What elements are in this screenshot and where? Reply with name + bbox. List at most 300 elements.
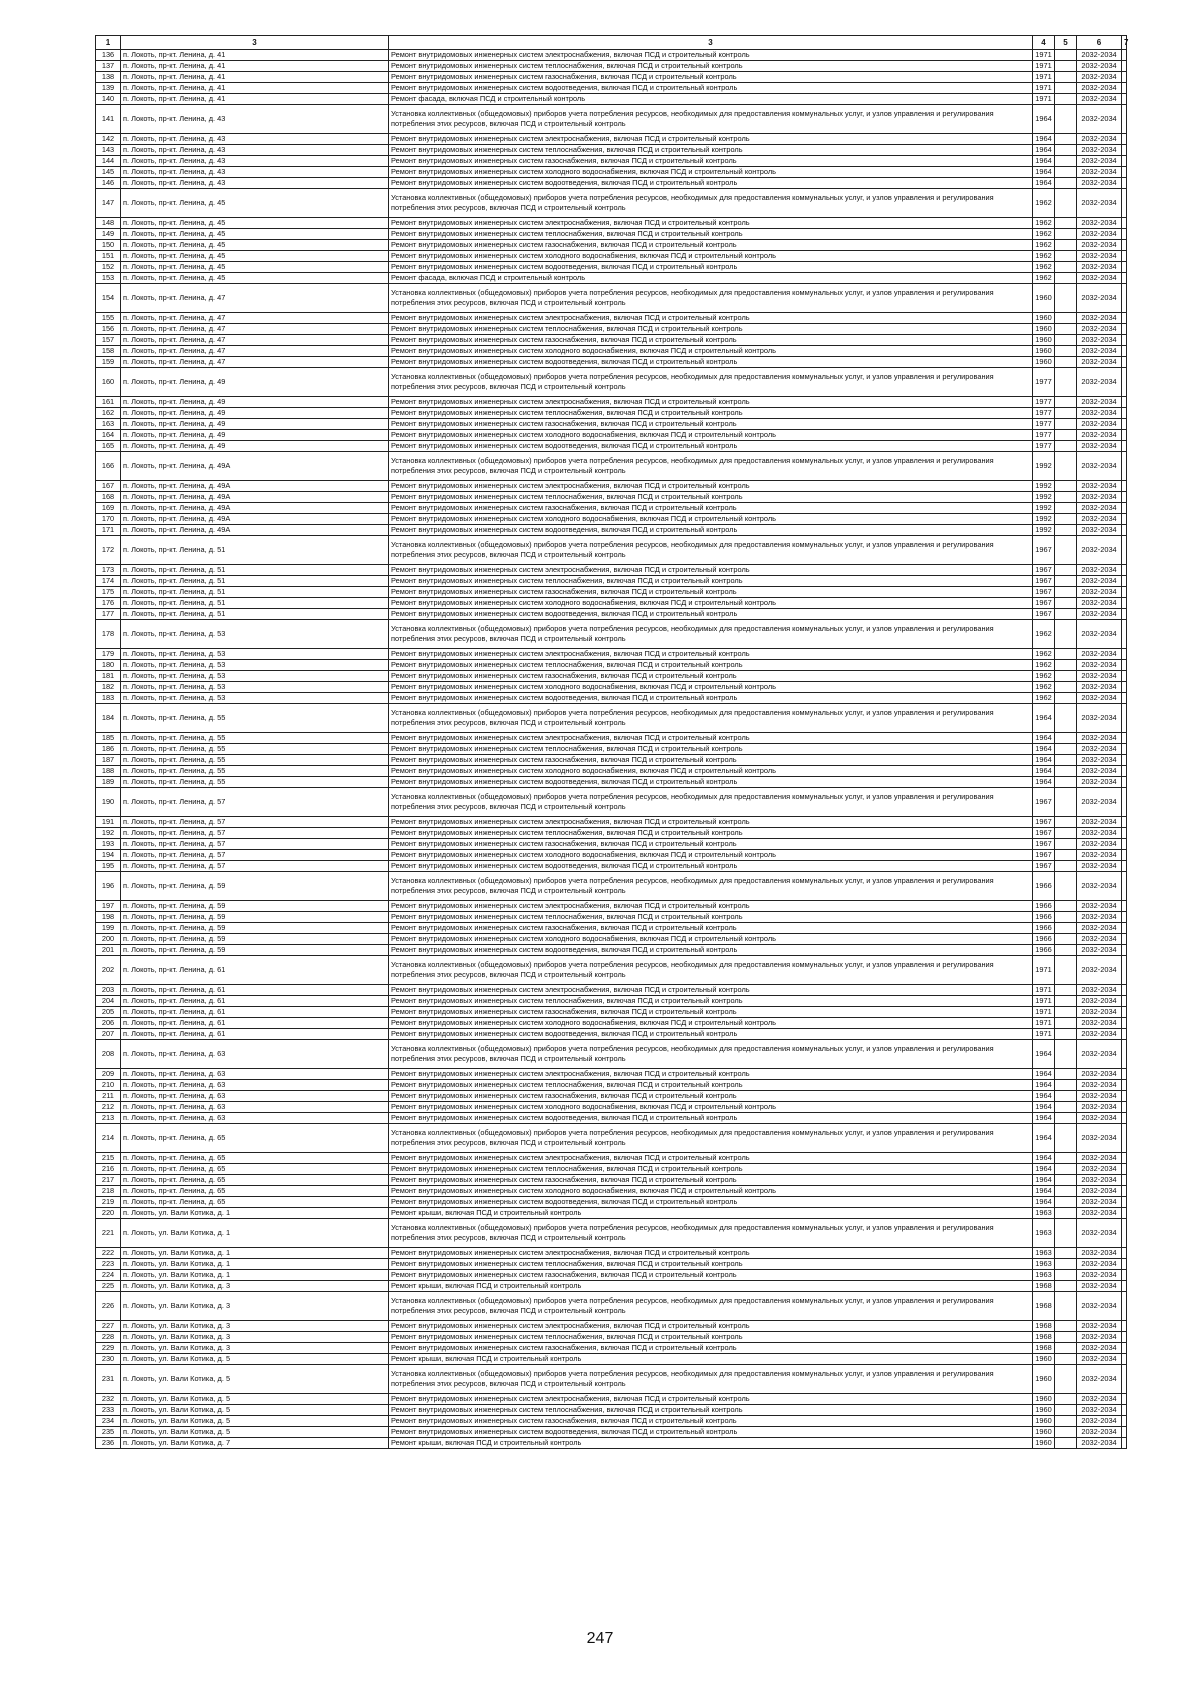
empty-cell	[1122, 839, 1127, 850]
table-row	[96, 912, 1127, 923]
period-cell: 2032-2034	[1077, 1186, 1122, 1197]
period-cell: 2032-2034	[1077, 1394, 1122, 1405]
row-number-cell: 205	[96, 1007, 121, 1018]
empty-cell	[1122, 50, 1127, 61]
empty-cell	[1122, 985, 1127, 996]
work-type-cell: Установка коллективных (общедомовых) приборов учета потребления ресурсов, необходимых для предоставления коммунальных услуг, и узлов управления и регулирования потребления этих ресурсов, включая ПСД и строительный контроль	[389, 368, 1033, 397]
period-cell: 2032-2034	[1077, 1365, 1122, 1394]
header-row	[96, 36, 1127, 50]
address-cell: п. Локоть, пр-кт. Ленина, д. 59	[121, 945, 389, 956]
row-number-cell: 168	[96, 492, 121, 503]
period-cell: 2032-2034	[1077, 923, 1122, 934]
empty-cell	[1122, 481, 1127, 492]
empty-cell	[1122, 408, 1127, 419]
table-row	[96, 704, 1127, 733]
empty-cell	[1055, 50, 1077, 61]
table-row	[96, 1091, 1127, 1102]
table-row	[96, 1153, 1127, 1164]
header-cell: 3	[121, 36, 389, 50]
empty-cell	[1055, 587, 1077, 598]
empty-cell	[1055, 156, 1077, 167]
row-number-cell: 236	[96, 1438, 121, 1449]
work-type-cell: Установка коллективных (общедомовых) приборов учета потребления ресурсов, необходимых для предоставления коммунальных услуг, и узлов управления и регулирования потребления этих ресурсов, включая ПСД и строительный контроль	[389, 872, 1033, 901]
work-type-cell: Установка коллективных (общедомовых) приборов учета потребления ресурсов, необходимых для предоставления коммунальных услуг, и узлов управления и регулирования потребления этих ресурсов, включая ПСД и строительный контроль	[389, 1219, 1033, 1248]
work-type-cell: Установка коллективных (общедомовых) приборов учета потребления ресурсов, необходимых для предоставления коммунальных услуг, и узлов управления и регулирования потребления этих ресурсов, включая ПСД и строительный контроль	[389, 788, 1033, 817]
year-cell: 1960	[1033, 1427, 1055, 1438]
work-type-cell: Ремонт внутридомовых инженерных систем теплоснабжения, включая ПСД и строительный контроль	[389, 828, 1033, 839]
period-cell: 2032-2034	[1077, 671, 1122, 682]
address-cell: п. Локоть, пр-кт. Ленина, д. 47	[121, 346, 389, 357]
empty-cell	[1122, 284, 1127, 313]
empty-cell	[1055, 777, 1077, 788]
year-cell: 1964	[1033, 1175, 1055, 1186]
address-cell: п. Локоть, ул. Вали Котика, д. 5	[121, 1394, 389, 1405]
empty-cell	[1055, 598, 1077, 609]
address-cell: п. Локоть, пр-кт. Ленина, д. 55	[121, 704, 389, 733]
empty-cell	[1055, 441, 1077, 452]
table-row	[96, 408, 1127, 419]
work-type-cell: Ремонт фасада, включая ПСД и строительный контроль	[389, 94, 1033, 105]
table-row	[96, 1438, 1127, 1449]
empty-cell	[1122, 83, 1127, 94]
row-number-cell: 216	[96, 1164, 121, 1175]
period-cell: 2032-2034	[1077, 766, 1122, 777]
work-type-cell: Ремонт внутридомовых инженерных систем теплоснабжения, включая ПСД и строительный контроль	[389, 576, 1033, 587]
table-row	[96, 766, 1127, 777]
row-number-cell: 170	[96, 514, 121, 525]
work-type-cell: Установка коллективных (общедомовых) приборов учета потребления ресурсов, необходимых для предоставления коммунальных услуг, и узлов управления и регулирования потребления этих ресурсов, включая ПСД и строительный контроль	[389, 189, 1033, 218]
table-row	[96, 503, 1127, 514]
table-row	[96, 229, 1127, 240]
address-cell: п. Локоть, ул. Вали Котика, д. 3	[121, 1332, 389, 1343]
row-number-cell: 164	[96, 430, 121, 441]
empty-cell	[1055, 1102, 1077, 1113]
period-cell: 2032-2034	[1077, 419, 1122, 430]
work-type-cell: Ремонт внутридомовых инженерных систем газоснабжения, включая ПСД и строительный контроль	[389, 1416, 1033, 1427]
table-row	[96, 178, 1127, 189]
empty-cell	[1055, 313, 1077, 324]
year-cell: 1971	[1033, 956, 1055, 985]
table-row	[96, 1427, 1127, 1438]
table-row	[96, 134, 1127, 145]
work-type-cell: Ремонт внутридомовых инженерных систем газоснабжения, включая ПСД и строительный контроль	[389, 156, 1033, 167]
empty-cell	[1122, 145, 1127, 156]
period-cell: 2032-2034	[1077, 1292, 1122, 1321]
table-row	[96, 324, 1127, 335]
year-cell: 1971	[1033, 996, 1055, 1007]
work-type-cell: Ремонт внутридомовых инженерных систем теплоснабжения, включая ПСД и строительный контроль	[389, 1332, 1033, 1343]
work-type-cell: Ремонт внутридомовых инженерных систем электроснабжения, включая ПСД и строительный контроль	[389, 901, 1033, 912]
period-cell: 2032-2034	[1077, 61, 1122, 72]
empty-cell	[1055, 671, 1077, 682]
address-cell: п. Локоть, пр-кт. Ленина, д. 57	[121, 850, 389, 861]
empty-cell	[1055, 565, 1077, 576]
address-cell: п. Локоть, пр-кт. Ленина, д. 61	[121, 956, 389, 985]
empty-cell	[1122, 923, 1127, 934]
empty-cell	[1122, 1438, 1127, 1449]
table-row	[96, 492, 1127, 503]
empty-cell	[1055, 766, 1077, 777]
empty-cell	[1122, 861, 1127, 872]
row-number-cell: 221	[96, 1219, 121, 1248]
empty-cell	[1122, 671, 1127, 682]
year-cell: 1968	[1033, 1343, 1055, 1354]
row-number-cell: 197	[96, 901, 121, 912]
empty-cell	[1055, 167, 1077, 178]
empty-cell	[1055, 1080, 1077, 1091]
empty-cell	[1055, 1175, 1077, 1186]
year-cell: 1964	[1033, 744, 1055, 755]
row-number-cell: 167	[96, 481, 121, 492]
period-cell: 2032-2034	[1077, 985, 1122, 996]
work-type-cell: Установка коллективных (общедомовых) приборов учета потребления ресурсов, необходимых для предоставления коммунальных услуг, и узлов управления и регулирования потребления этих ресурсов, включая ПСД и строительный контроль	[389, 1365, 1033, 1394]
empty-cell	[1122, 693, 1127, 704]
empty-cell	[1055, 536, 1077, 565]
work-type-cell: Ремонт внутридомовых инженерных систем теплоснабжения, включая ПСД и строительный контроль	[389, 1259, 1033, 1270]
work-type-cell: Ремонт крыши, включая ПСД и строительный контроль	[389, 1281, 1033, 1292]
address-cell: п. Локоть, ул. Вали Котика, д. 3	[121, 1321, 389, 1332]
year-cell: 1962	[1033, 671, 1055, 682]
year-cell: 1964	[1033, 1091, 1055, 1102]
table-row	[96, 335, 1127, 346]
period-cell: 2032-2034	[1077, 1029, 1122, 1040]
address-cell: п. Локоть, пр-кт. Ленина, д. 65	[121, 1153, 389, 1164]
year-cell: 1966	[1033, 934, 1055, 945]
work-type-cell: Ремонт внутридомовых инженерных систем газоснабжения, включая ПСД и строительный контроль	[389, 1175, 1033, 1186]
row-number-cell: 194	[96, 850, 121, 861]
header-cell: 1	[96, 36, 121, 50]
table-row	[96, 1332, 1127, 1343]
address-cell: п. Локоть, пр-кт. Ленина, д. 43	[121, 178, 389, 189]
period-cell: 2032-2034	[1077, 251, 1122, 262]
period-cell: 2032-2034	[1077, 620, 1122, 649]
empty-cell	[1122, 817, 1127, 828]
header-cell: 6	[1077, 36, 1122, 50]
year-cell: 1964	[1033, 178, 1055, 189]
row-number-cell: 226	[96, 1292, 121, 1321]
row-number-cell: 201	[96, 945, 121, 956]
period-cell: 2032-2034	[1077, 1354, 1122, 1365]
work-type-cell: Ремонт крыши, включая ПСД и строительный контроль	[389, 1208, 1033, 1219]
work-type-cell: Ремонт внутридомовых инженерных систем холодного водоснабжения, включая ПСД и строительный контроль	[389, 850, 1033, 861]
year-cell: 1960	[1033, 1416, 1055, 1427]
address-cell: п. Локоть, ул. Вали Котика, д. 7	[121, 1438, 389, 1449]
period-cell: 2032-2034	[1077, 167, 1122, 178]
address-cell: п. Локоть, ул. Вали Котика, д. 3	[121, 1343, 389, 1354]
period-cell: 2032-2034	[1077, 733, 1122, 744]
work-type-cell: Ремонт внутридомовых инженерных систем холодного водоснабжения, включая ПСД и строительный контроль	[389, 251, 1033, 262]
year-cell: 1967	[1033, 850, 1055, 861]
row-number-cell: 160	[96, 368, 121, 397]
address-cell: п. Локоть, пр-кт. Ленина, д. 57	[121, 839, 389, 850]
work-type-cell: Ремонт внутридомовых инженерных систем водоотведения, включая ПСД и строительный контроль	[389, 441, 1033, 452]
period-cell: 2032-2034	[1077, 452, 1122, 481]
row-number-cell: 148	[96, 218, 121, 229]
address-cell: п. Локоть, ул. Вали Котика, д. 3	[121, 1281, 389, 1292]
address-cell: п. Локоть, пр-кт. Ленина, д. 45	[121, 218, 389, 229]
year-cell: 1960	[1033, 346, 1055, 357]
work-type-cell: Ремонт внутридомовых инженерных систем теплоснабжения, включая ПСД и строительный контроль	[389, 744, 1033, 755]
row-number-cell: 222	[96, 1248, 121, 1259]
empty-cell	[1122, 1208, 1127, 1219]
table-row	[96, 240, 1127, 251]
period-cell: 2032-2034	[1077, 1281, 1122, 1292]
work-type-cell: Ремонт внутридомовых инженерных систем газоснабжения, включая ПСД и строительный контроль	[389, 1007, 1033, 1018]
empty-cell	[1055, 996, 1077, 1007]
year-cell: 1962	[1033, 189, 1055, 218]
table-row	[96, 1113, 1127, 1124]
period-cell: 2032-2034	[1077, 240, 1122, 251]
address-cell: п. Локоть, пр-кт. Ленина, д. 45	[121, 251, 389, 262]
year-cell: 1992	[1033, 514, 1055, 525]
year-cell: 1977	[1033, 419, 1055, 430]
empty-cell	[1055, 503, 1077, 514]
empty-cell	[1122, 744, 1127, 755]
table-row	[96, 923, 1127, 934]
address-cell: п. Локоть, пр-кт. Ленина, д. 65	[121, 1197, 389, 1208]
year-cell: 1971	[1033, 1007, 1055, 1018]
period-cell: 2032-2034	[1077, 598, 1122, 609]
year-cell: 1992	[1033, 503, 1055, 514]
table-row	[96, 1281, 1127, 1292]
empty-cell	[1122, 1219, 1127, 1248]
header-cell: 3	[389, 36, 1033, 50]
empty-cell	[1122, 996, 1127, 1007]
work-type-cell: Ремонт внутридомовых инженерных систем теплоснабжения, включая ПСД и строительный контроль	[389, 229, 1033, 240]
table-row	[96, 565, 1127, 576]
address-cell: п. Локоть, пр-кт. Ленина, д. 63	[121, 1069, 389, 1080]
empty-cell	[1055, 1153, 1077, 1164]
address-cell: п. Локоть, пр-кт. Ленина, д. 43	[121, 156, 389, 167]
year-cell: 1964	[1033, 156, 1055, 167]
year-cell: 1971	[1033, 94, 1055, 105]
table-row	[96, 828, 1127, 839]
address-cell: п. Локоть, пр-кт. Ленина, д. 57	[121, 817, 389, 828]
header-cell: 4	[1033, 36, 1055, 50]
table-row	[96, 755, 1127, 766]
row-number-cell: 190	[96, 788, 121, 817]
empty-cell	[1055, 240, 1077, 251]
row-number-cell: 193	[96, 839, 121, 850]
row-number-cell: 228	[96, 1332, 121, 1343]
row-number-cell: 225	[96, 1281, 121, 1292]
row-number-cell: 183	[96, 693, 121, 704]
work-type-cell: Ремонт внутридомовых инженерных систем газоснабжения, включая ПСД и строительный контроль	[389, 1343, 1033, 1354]
address-cell: п. Локоть, пр-кт. Ленина, д. 59	[121, 934, 389, 945]
empty-cell	[1055, 178, 1077, 189]
period-cell: 2032-2034	[1077, 1259, 1122, 1270]
empty-cell	[1122, 1365, 1127, 1394]
period-cell: 2032-2034	[1077, 50, 1122, 61]
row-number-cell: 169	[96, 503, 121, 514]
row-number-cell: 209	[96, 1069, 121, 1080]
period-cell: 2032-2034	[1077, 1080, 1122, 1091]
period-cell: 2032-2034	[1077, 145, 1122, 156]
year-cell: 1992	[1033, 525, 1055, 536]
work-type-cell: Ремонт внутридомовых инженерных систем теплоснабжения, включая ПСД и строительный контроль	[389, 996, 1033, 1007]
empty-cell	[1122, 346, 1127, 357]
empty-cell	[1055, 1197, 1077, 1208]
work-type-cell: Ремонт внутридомовых инженерных систем электроснабжения, включая ПСД и строительный контроль	[389, 1321, 1033, 1332]
year-cell: 1967	[1033, 565, 1055, 576]
row-number-cell: 230	[96, 1354, 121, 1365]
table-row	[96, 1394, 1127, 1405]
year-cell: 1960	[1033, 1438, 1055, 1449]
work-type-cell: Ремонт внутридомовых инженерных систем газоснабжения, включая ПСД и строительный контроль	[389, 671, 1033, 682]
year-cell: 1977	[1033, 397, 1055, 408]
address-cell: п. Локоть, пр-кт. Ленина, д. 57	[121, 828, 389, 839]
empty-cell	[1055, 704, 1077, 733]
period-cell: 2032-2034	[1077, 1018, 1122, 1029]
empty-cell	[1122, 1321, 1127, 1332]
address-cell: п. Локоть, пр-кт. Ленина, д. 47	[121, 324, 389, 335]
table-row	[96, 1292, 1127, 1321]
work-type-cell: Ремонт внутридомовых инженерных систем водоотведения, включая ПСД и строительный контроль	[389, 83, 1033, 94]
address-cell: п. Локоть, пр-кт. Ленина, д. 51	[121, 598, 389, 609]
table-row	[96, 1354, 1127, 1365]
period-cell: 2032-2034	[1077, 178, 1122, 189]
row-number-cell: 149	[96, 229, 121, 240]
address-cell: п. Локоть, пр-кт. Ленина, д. 45	[121, 240, 389, 251]
work-type-cell: Ремонт внутридомовых инженерных систем холодного водоснабжения, включая ПСД и строительный контроль	[389, 167, 1033, 178]
empty-cell	[1122, 397, 1127, 408]
empty-cell	[1122, 1270, 1127, 1281]
work-type-cell: Ремонт внутридомовых инженерных систем электроснабжения, включая ПСД и строительный контроль	[389, 134, 1033, 145]
address-cell: п. Локоть, пр-кт. Ленина, д. 53	[121, 671, 389, 682]
address-cell: п. Локоть, ул. Вали Котика, д. 5	[121, 1354, 389, 1365]
empty-cell	[1122, 105, 1127, 134]
address-cell: п. Локоть, пр-кт. Ленина, д. 57	[121, 861, 389, 872]
year-cell: 1964	[1033, 1197, 1055, 1208]
table-row	[96, 1080, 1127, 1091]
empty-cell	[1122, 598, 1127, 609]
year-cell: 1962	[1033, 660, 1055, 671]
table-row	[96, 934, 1127, 945]
empty-cell	[1055, 72, 1077, 83]
address-cell: п. Локоть, пр-кт. Ленина, д. 43	[121, 145, 389, 156]
period-cell: 2032-2034	[1077, 1343, 1122, 1354]
row-number-cell: 163	[96, 419, 121, 430]
work-type-cell: Ремонт внутридомовых инженерных систем газоснабжения, включая ПСД и строительный контроль	[389, 419, 1033, 430]
empty-cell	[1055, 229, 1077, 240]
table-row	[96, 94, 1127, 105]
work-type-cell: Ремонт внутридомовых инженерных систем электроснабжения, включая ПСД и строительный контроль	[389, 1153, 1033, 1164]
row-number-cell: 171	[96, 525, 121, 536]
year-cell: 1968	[1033, 1281, 1055, 1292]
address-cell: п. Локоть, пр-кт. Ленина, д. 49А	[121, 503, 389, 514]
work-type-cell: Ремонт внутридомовых инженерных систем электроснабжения, включая ПСД и строительный контроль	[389, 733, 1033, 744]
table-row	[96, 1069, 1127, 1080]
address-cell: п. Локоть, пр-кт. Ленина, д. 53	[121, 620, 389, 649]
address-cell: п. Локоть, пр-кт. Ленина, д. 47	[121, 313, 389, 324]
address-cell: п. Локоть, пр-кт. Ленина, д. 43	[121, 167, 389, 178]
address-cell: п. Локоть, пр-кт. Ленина, д. 65	[121, 1124, 389, 1153]
empty-cell	[1055, 755, 1077, 766]
empty-cell	[1122, 755, 1127, 766]
year-cell: 1962	[1033, 682, 1055, 693]
period-cell: 2032-2034	[1077, 1007, 1122, 1018]
empty-cell	[1122, 934, 1127, 945]
row-number-cell: 218	[96, 1186, 121, 1197]
address-cell: п. Локоть, пр-кт. Ленина, д. 65	[121, 1186, 389, 1197]
empty-cell	[1055, 1018, 1077, 1029]
period-cell: 2032-2034	[1077, 1113, 1122, 1124]
empty-cell	[1055, 934, 1077, 945]
row-number-cell: 181	[96, 671, 121, 682]
year-cell: 1977	[1033, 441, 1055, 452]
row-number-cell: 155	[96, 313, 121, 324]
empty-cell	[1055, 1438, 1077, 1449]
address-cell: п. Локоть, пр-кт. Ленина, д. 47	[121, 357, 389, 368]
empty-cell	[1122, 1292, 1127, 1321]
period-cell: 2032-2034	[1077, 1427, 1122, 1438]
empty-cell	[1055, 514, 1077, 525]
row-number-cell: 142	[96, 134, 121, 145]
empty-cell	[1122, 1427, 1127, 1438]
address-cell: п. Локоть, пр-кт. Ленина, д. 65	[121, 1175, 389, 1186]
work-type-cell: Ремонт внутридомовых инженерных систем холодного водоснабжения, включая ПСД и строительный контроль	[389, 1102, 1033, 1113]
address-cell: п. Локоть, пр-кт. Ленина, д. 51	[121, 587, 389, 598]
row-number-cell: 166	[96, 452, 121, 481]
period-cell: 2032-2034	[1077, 565, 1122, 576]
work-type-cell: Ремонт внутридомовых инженерных систем холодного водоснабжения, включая ПСД и строительный контроль	[389, 430, 1033, 441]
empty-cell	[1122, 1080, 1127, 1091]
row-number-cell: 192	[96, 828, 121, 839]
year-cell: 1963	[1033, 1208, 1055, 1219]
year-cell: 1964	[1033, 1186, 1055, 1197]
empty-cell	[1122, 536, 1127, 565]
address-cell: п. Локоть, пр-кт. Ленина, д. 45	[121, 273, 389, 284]
table-row	[96, 1343, 1127, 1354]
empty-cell	[1122, 430, 1127, 441]
empty-cell	[1055, 649, 1077, 660]
year-cell: 1967	[1033, 587, 1055, 598]
empty-cell	[1122, 1153, 1127, 1164]
table-row	[96, 536, 1127, 565]
address-cell: п. Локоть, пр-кт. Ленина, д. 41	[121, 83, 389, 94]
row-number-cell: 188	[96, 766, 121, 777]
year-cell: 1967	[1033, 788, 1055, 817]
empty-cell	[1122, 956, 1127, 985]
row-number-cell: 184	[96, 704, 121, 733]
year-cell: 1963	[1033, 1270, 1055, 1281]
period-cell: 2032-2034	[1077, 525, 1122, 536]
year-cell: 1964	[1033, 1124, 1055, 1153]
row-number-cell: 217	[96, 1175, 121, 1186]
empty-cell	[1122, 335, 1127, 346]
work-type-cell: Ремонт внутридомовых инженерных систем теплоснабжения, включая ПСД и строительный контроль	[389, 61, 1033, 72]
year-cell: 1962	[1033, 240, 1055, 251]
table-row	[96, 1197, 1127, 1208]
period-cell: 2032-2034	[1077, 492, 1122, 503]
table-row	[96, 1219, 1127, 1248]
address-cell: п. Локоть, пр-кт. Ленина, д. 49А	[121, 481, 389, 492]
table-row	[96, 1208, 1127, 1219]
work-type-cell: Ремонт внутридомовых инженерных систем водоотведения, включая ПСД и строительный контроль	[389, 1427, 1033, 1438]
row-number-cell: 231	[96, 1365, 121, 1394]
year-cell: 1967	[1033, 839, 1055, 850]
year-cell: 1966	[1033, 912, 1055, 923]
empty-cell	[1122, 441, 1127, 452]
table-row	[96, 693, 1127, 704]
period-cell: 2032-2034	[1077, 105, 1122, 134]
empty-cell	[1122, 1343, 1127, 1354]
empty-cell	[1122, 587, 1127, 598]
empty-cell	[1055, 1321, 1077, 1332]
empty-cell	[1055, 923, 1077, 934]
work-type-cell: Ремонт внутридомовых инженерных систем электроснабжения, включая ПСД и строительный контроль	[389, 1069, 1033, 1080]
period-cell: 2032-2034	[1077, 945, 1122, 956]
